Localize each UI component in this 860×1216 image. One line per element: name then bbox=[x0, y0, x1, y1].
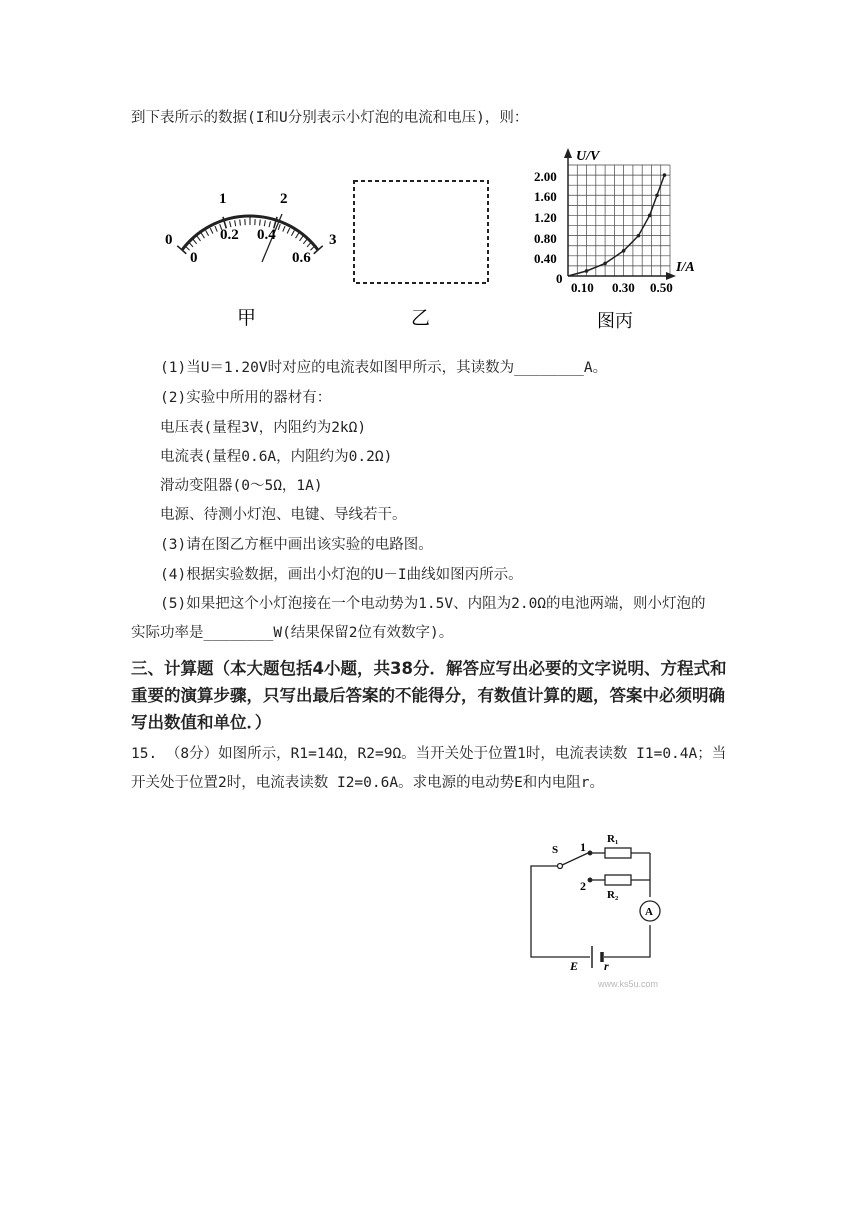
ammeter-ticks bbox=[177, 216, 322, 254]
ammeter-top-0: 0 bbox=[165, 232, 173, 248]
resistor-r2 bbox=[605, 875, 631, 885]
question-2: (2)实验中所用的器材有： bbox=[160, 390, 332, 406]
dial-tick bbox=[215, 226, 217, 232]
question-5-line2: 实际功率是________W(结果保留2位有效数字)。 bbox=[131, 625, 454, 641]
circuit-box-figure bbox=[354, 181, 488, 329]
section-heading: 三、计算题（本大题包括4小题，共38分．解答应写出必要的文字说明、方程式和重要的演算步骤，只写出最后答案的不能得分，有数值计算的题，答案中必须明确写出数值和单位．） bbox=[131, 659, 727, 732]
y-tick-200: 2.00 bbox=[534, 169, 557, 184]
dial-tick bbox=[193, 239, 197, 244]
dial-tick bbox=[307, 242, 311, 246]
dial-tick bbox=[310, 246, 314, 250]
equipment-ammeter: 电流表(量程0.6A，内阻约为0.2Ω) bbox=[160, 449, 393, 465]
dial-tick bbox=[300, 236, 303, 241]
switch-contact-1 bbox=[588, 851, 592, 855]
ui-data-point bbox=[637, 234, 641, 238]
dial-tick bbox=[283, 226, 285, 232]
watermark: www.ks5u.com bbox=[598, 979, 659, 989]
intro-text: 到下表所示的数据(I和U分别表示小灯泡的电流和电压)，则： bbox=[131, 110, 529, 126]
equipment-voltmeter: 电压表(量程3V，内阻约为2kΩ) bbox=[160, 420, 367, 436]
dial-tick bbox=[287, 228, 290, 233]
dial-tick bbox=[278, 224, 280, 230]
ammeter-top-1: 1 bbox=[219, 191, 227, 207]
switch-contact-2 bbox=[588, 878, 592, 882]
ui-data-point bbox=[655, 193, 659, 197]
graph-grid bbox=[568, 165, 670, 276]
caption-bing: 图丙 bbox=[597, 311, 633, 332]
ammeter-top-3: 3 bbox=[329, 232, 337, 248]
label-r2: R₂ bbox=[607, 889, 619, 901]
y-tick-120: 1.20 bbox=[534, 210, 557, 225]
caption-yi: 乙 bbox=[411, 307, 431, 329]
y-tick-040: 0.40 bbox=[534, 251, 557, 266]
question-5-line1: (5)如果把这个小灯泡接在一个电动势为1.5V、内阻为2.0Ω的电池两端，则小灯泡的 bbox=[160, 596, 706, 612]
resistor-r1 bbox=[605, 848, 631, 858]
dial-tick bbox=[197, 236, 200, 241]
dial-tick bbox=[303, 239, 307, 244]
label-emf: E bbox=[570, 959, 579, 973]
x-tick-030: 0.30 bbox=[612, 280, 635, 295]
graph-ylabel: U/V bbox=[576, 149, 600, 164]
equipment-rheostat: 滑动变阻器(0～5Ω，1A) bbox=[160, 478, 323, 494]
x-axis-arrow bbox=[666, 272, 676, 280]
x-tick-050: 0.50 bbox=[650, 280, 673, 295]
label-pos1: 1 bbox=[580, 840, 586, 854]
ammeter-bottom-06: 0.6 bbox=[292, 250, 311, 266]
y-tick-160: 1.60 bbox=[534, 189, 557, 204]
switch-pivot bbox=[558, 864, 563, 869]
problem-15-line1: 15. （8分）如图所示，R1=14Ω，R2=9Ω。当开关处于位置1时，电流表读数 I1=0.4A；当 bbox=[131, 746, 727, 762]
caption-jia: 甲 bbox=[237, 307, 257, 329]
dial-tick bbox=[240, 220, 241, 226]
question-1: (1)当U＝1.20V时对应的电流表如图甲所示，其读数为________A。 bbox=[160, 360, 608, 376]
ui-data-point bbox=[663, 173, 667, 177]
switch-blade bbox=[560, 853, 588, 866]
y-tick-080: 0.80 bbox=[534, 231, 557, 246]
wire-right bbox=[604, 925, 650, 957]
dial-tick bbox=[260, 220, 261, 226]
question-3: (3)请在图乙方框中画出该实验的电路图。 bbox=[160, 537, 433, 553]
dial-tick bbox=[206, 231, 209, 236]
label-internal: r bbox=[604, 959, 609, 973]
ui-graph bbox=[534, 148, 695, 332]
ui-data-point bbox=[648, 214, 652, 218]
label-switch: S bbox=[552, 844, 559, 856]
label-ammeter: A bbox=[645, 906, 653, 918]
y-axis-arrow bbox=[564, 148, 572, 158]
dial-tick bbox=[210, 228, 213, 233]
dashed-box bbox=[354, 181, 488, 283]
ui-data-point bbox=[585, 269, 589, 273]
ammeter-figure bbox=[165, 191, 337, 329]
ammeter-top-2: 2 bbox=[280, 191, 288, 207]
ui-data-point bbox=[622, 249, 626, 253]
graph-origin: 0 bbox=[556, 271, 563, 286]
x-tick-010: 0.10 bbox=[571, 280, 594, 295]
ui-data-point bbox=[603, 262, 607, 266]
dial-tick bbox=[189, 242, 193, 246]
ammeter-bottom-0: 0 bbox=[190, 250, 198, 266]
circuit-diagram bbox=[531, 848, 660, 968]
problem-15-line2: 开关处于位置2时，电流表读数 I2=0.6A。求电源的电动势E和内电阻r。 bbox=[131, 775, 605, 791]
question-4: (4)根据实验数据，画出小灯泡的U－I曲线如图丙所示。 bbox=[160, 567, 523, 583]
dial-tick bbox=[235, 220, 236, 226]
graph-xlabel: I/A bbox=[676, 260, 695, 275]
label-pos2: 2 bbox=[580, 879, 586, 893]
ammeter-bottom-04: 0.4 bbox=[257, 227, 276, 243]
ammeter-bottom-02: 0.2 bbox=[220, 227, 239, 243]
ui-points bbox=[585, 173, 666, 272]
dial-tick bbox=[291, 231, 294, 236]
equipment-misc: 电源、待测小灯泡、电键、导线若干。 bbox=[160, 507, 407, 523]
dial-tick bbox=[264, 220, 265, 226]
label-r1: R₁ bbox=[607, 833, 619, 845]
dial-tick bbox=[185, 246, 189, 250]
